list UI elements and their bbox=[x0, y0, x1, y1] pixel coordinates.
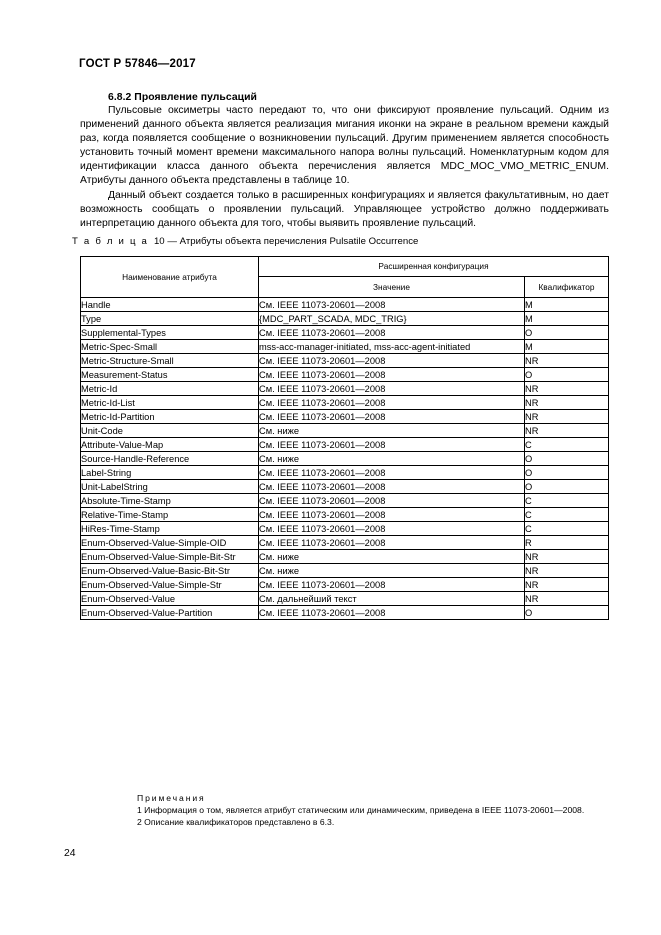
cell-value: См. IEEE 11073-20601—2008 bbox=[259, 466, 525, 480]
table-row bbox=[81, 368, 609, 382]
table-row bbox=[81, 592, 609, 606]
table-row bbox=[81, 396, 609, 410]
attributes-table bbox=[80, 256, 609, 620]
cell-attribute-name: Metric-Spec-Small bbox=[81, 340, 259, 354]
cell-value: См. IEEE 11073-20601—2008 bbox=[259, 578, 525, 592]
column-header-value: Значение bbox=[259, 277, 525, 298]
cell-attribute-name: Attribute-Value-Map bbox=[81, 438, 259, 452]
cell-qualifier: C bbox=[525, 508, 609, 522]
cell-qualifier: C bbox=[525, 438, 609, 452]
cell-value: См. IEEE 11073-20601—2008 bbox=[259, 354, 525, 368]
clause-paragraph-1 bbox=[80, 104, 609, 188]
cell-attribute-name: Label-String bbox=[81, 466, 259, 480]
cell-attribute-name: Enum-Observed-Value-Simple-Str bbox=[81, 578, 259, 592]
cell-attribute-name: Handle bbox=[81, 298, 259, 312]
cell-attribute-name: Relative-Time-Stamp bbox=[81, 508, 259, 522]
cell-qualifier: M bbox=[525, 312, 609, 326]
paragraph-2-text: Данный объект создается только в расширенных конфигурациях и является факультативным, но дает возможность сообщать о проявлении пульсаций. Управляющее устройство должно поддерживать интерпретацию данного объекта для того, чтобы выявить проявление пульсаций. bbox=[80, 190, 609, 230]
clause-heading: 6.8.2 Проявление пульсаций bbox=[108, 92, 257, 103]
running-head: ГОСТ Р 57846—2017 bbox=[79, 58, 196, 70]
cell-value: См. IEEE 11073-20601—2008 bbox=[259, 536, 525, 550]
cell-value: См. IEEE 11073-20601—2008 bbox=[259, 368, 525, 382]
clause-paragraph-2 bbox=[80, 189, 609, 231]
cell-qualifier: O bbox=[525, 480, 609, 494]
cell-attribute-name: Measurement-Status bbox=[81, 368, 259, 382]
cell-value: См. IEEE 11073-20601—2008 bbox=[259, 298, 525, 312]
table-header-row-1 bbox=[81, 257, 609, 277]
cell-value: См. ниже bbox=[259, 564, 525, 578]
cell-qualifier: O bbox=[525, 466, 609, 480]
cell-value: См. IEEE 11073-20601—2008 bbox=[259, 410, 525, 424]
cell-attribute-name: Unit-Code bbox=[81, 424, 259, 438]
table-head bbox=[81, 257, 609, 298]
table-row bbox=[81, 382, 609, 396]
cell-value: См. IEEE 11073-20601—2008 bbox=[259, 606, 525, 620]
notes-title: Примечания bbox=[137, 793, 206, 803]
table-row bbox=[81, 536, 609, 550]
cell-value: См. IEEE 11073-20601—2008 bbox=[259, 494, 525, 508]
table-caption-text: — Атрибуты объекта перечисления Pulsatile Occurrence bbox=[167, 236, 419, 247]
cell-attribute-name: Metric-Id bbox=[81, 382, 259, 396]
table-row bbox=[81, 550, 609, 564]
table-row bbox=[81, 564, 609, 578]
cell-value: См. IEEE 11073-20601—2008 bbox=[259, 508, 525, 522]
table-row bbox=[81, 340, 609, 354]
table-row bbox=[81, 578, 609, 592]
table-row bbox=[81, 438, 609, 452]
cell-value: См. IEEE 11073-20601—2008 bbox=[259, 480, 525, 494]
table-row bbox=[81, 298, 609, 312]
cell-qualifier: NR bbox=[525, 396, 609, 410]
table-row bbox=[81, 312, 609, 326]
cell-attribute-name: Supplemental-Types bbox=[81, 326, 259, 340]
paragraph-1-text: Пульсовые оксиметры часто передают то, что они фиксируют проявление пульсаций. Одним из применений данного объекта является реализация мигания иконки на экране в реальном времени каждый раз, когда появляется сообщение о возникновении пульсаций. Другим применением является способность установить точный момент времени максимального напора волны пульсаций. Номенклатурным кодом для идентификации класса данного объекта перечисления является MDC_MOC_VMO_METRIC_ENUM. Атрибуты данного объекта представлены в таблице 10. bbox=[80, 105, 609, 187]
cell-value: См. дальнейший текст bbox=[259, 592, 525, 606]
cell-value: См. IEEE 11073-20601—2008 bbox=[259, 438, 525, 452]
cell-value: См. IEEE 11073-20601—2008 bbox=[259, 382, 525, 396]
cell-value: См. IEEE 11073-20601—2008 bbox=[259, 326, 525, 340]
page-number: 24 bbox=[64, 848, 76, 859]
column-header-attribute-name: Наименование атрибута bbox=[81, 257, 259, 298]
cell-qualifier: O bbox=[525, 452, 609, 466]
cell-qualifier: NR bbox=[525, 410, 609, 424]
cell-attribute-name: Enum-Observed-Value-Simple-OID bbox=[81, 536, 259, 550]
table-row bbox=[81, 508, 609, 522]
cell-value: mss-acc-manager-initiated, mss-acc-agent-initiated bbox=[259, 340, 525, 354]
cell-qualifier: C bbox=[525, 494, 609, 508]
cell-qualifier: O bbox=[525, 606, 609, 620]
cell-attribute-name: Absolute-Time-Stamp bbox=[81, 494, 259, 508]
cell-qualifier: NR bbox=[525, 382, 609, 396]
cell-qualifier: NR bbox=[525, 578, 609, 592]
cell-value: См. IEEE 11073-20601—2008 bbox=[259, 396, 525, 410]
cell-attribute-name: Metric-Id-List bbox=[81, 396, 259, 410]
cell-qualifier: R bbox=[525, 536, 609, 550]
table-notes bbox=[137, 793, 607, 828]
cell-attribute-name: HiRes-Time-Stamp bbox=[81, 522, 259, 536]
cell-qualifier: NR bbox=[525, 550, 609, 564]
cell-qualifier: M bbox=[525, 298, 609, 312]
cell-qualifier: C bbox=[525, 522, 609, 536]
table-row bbox=[81, 326, 609, 340]
cell-qualifier: NR bbox=[525, 564, 609, 578]
cell-attribute-name: Unit-LabelString bbox=[81, 480, 259, 494]
table-row bbox=[81, 424, 609, 438]
table-row bbox=[81, 410, 609, 424]
table-caption-label: Т а б л и ц а bbox=[72, 236, 149, 247]
table-row bbox=[81, 452, 609, 466]
table-row bbox=[81, 480, 609, 494]
cell-qualifier: O bbox=[525, 368, 609, 382]
table-row bbox=[81, 494, 609, 508]
column-header-qualifier: Квалификатор bbox=[525, 277, 609, 298]
cell-attribute-name: Enum-Observed-Value bbox=[81, 592, 259, 606]
cell-value: См. ниже bbox=[259, 550, 525, 564]
cell-qualifier: NR bbox=[525, 354, 609, 368]
cell-attribute-name: Metric-Structure-Small bbox=[81, 354, 259, 368]
table-caption bbox=[72, 236, 418, 247]
note-item-1: 1 Информация о том, является атрибут статическим или динамическим, приведена в IEEE 11073-20601—2008. bbox=[137, 805, 585, 815]
cell-attribute-name: Enum-Observed-Value-Basic-Bit-Str bbox=[81, 564, 259, 578]
cell-qualifier: NR bbox=[525, 424, 609, 438]
cell-attribute-name: Type bbox=[81, 312, 259, 326]
clause-content bbox=[80, 92, 609, 231]
cell-qualifier: M bbox=[525, 340, 609, 354]
cell-attribute-name: Enum-Observed-Value-Simple-Bit-Str bbox=[81, 550, 259, 564]
cell-attribute-name: Source-Handle-Reference bbox=[81, 452, 259, 466]
note-item-2: 2 Описание квалификаторов представлено в 6.3. bbox=[137, 816, 335, 827]
cell-value: См. ниже bbox=[259, 424, 525, 438]
cell-value: {MDC_PART_SCADA, MDC_TRIG} bbox=[259, 312, 525, 326]
cell-qualifier: NR bbox=[525, 592, 609, 606]
table-row bbox=[81, 354, 609, 368]
attributes-table-wrapper bbox=[80, 256, 608, 620]
table-body bbox=[81, 298, 609, 620]
table-row bbox=[81, 522, 609, 536]
column-header-extended-configuration: Расширенная конфигурация bbox=[259, 257, 609, 277]
table-row bbox=[81, 466, 609, 480]
table-caption-number: 10 bbox=[153, 236, 165, 247]
table-row bbox=[81, 606, 609, 620]
cell-attribute-name: Enum-Observed-Value-Partition bbox=[81, 606, 259, 620]
cell-qualifier: O bbox=[525, 326, 609, 340]
cell-attribute-name: Metric-Id-Partition bbox=[81, 410, 259, 424]
cell-value: См. ниже bbox=[259, 452, 525, 466]
cell-value: См. IEEE 11073-20601—2008 bbox=[259, 522, 525, 536]
